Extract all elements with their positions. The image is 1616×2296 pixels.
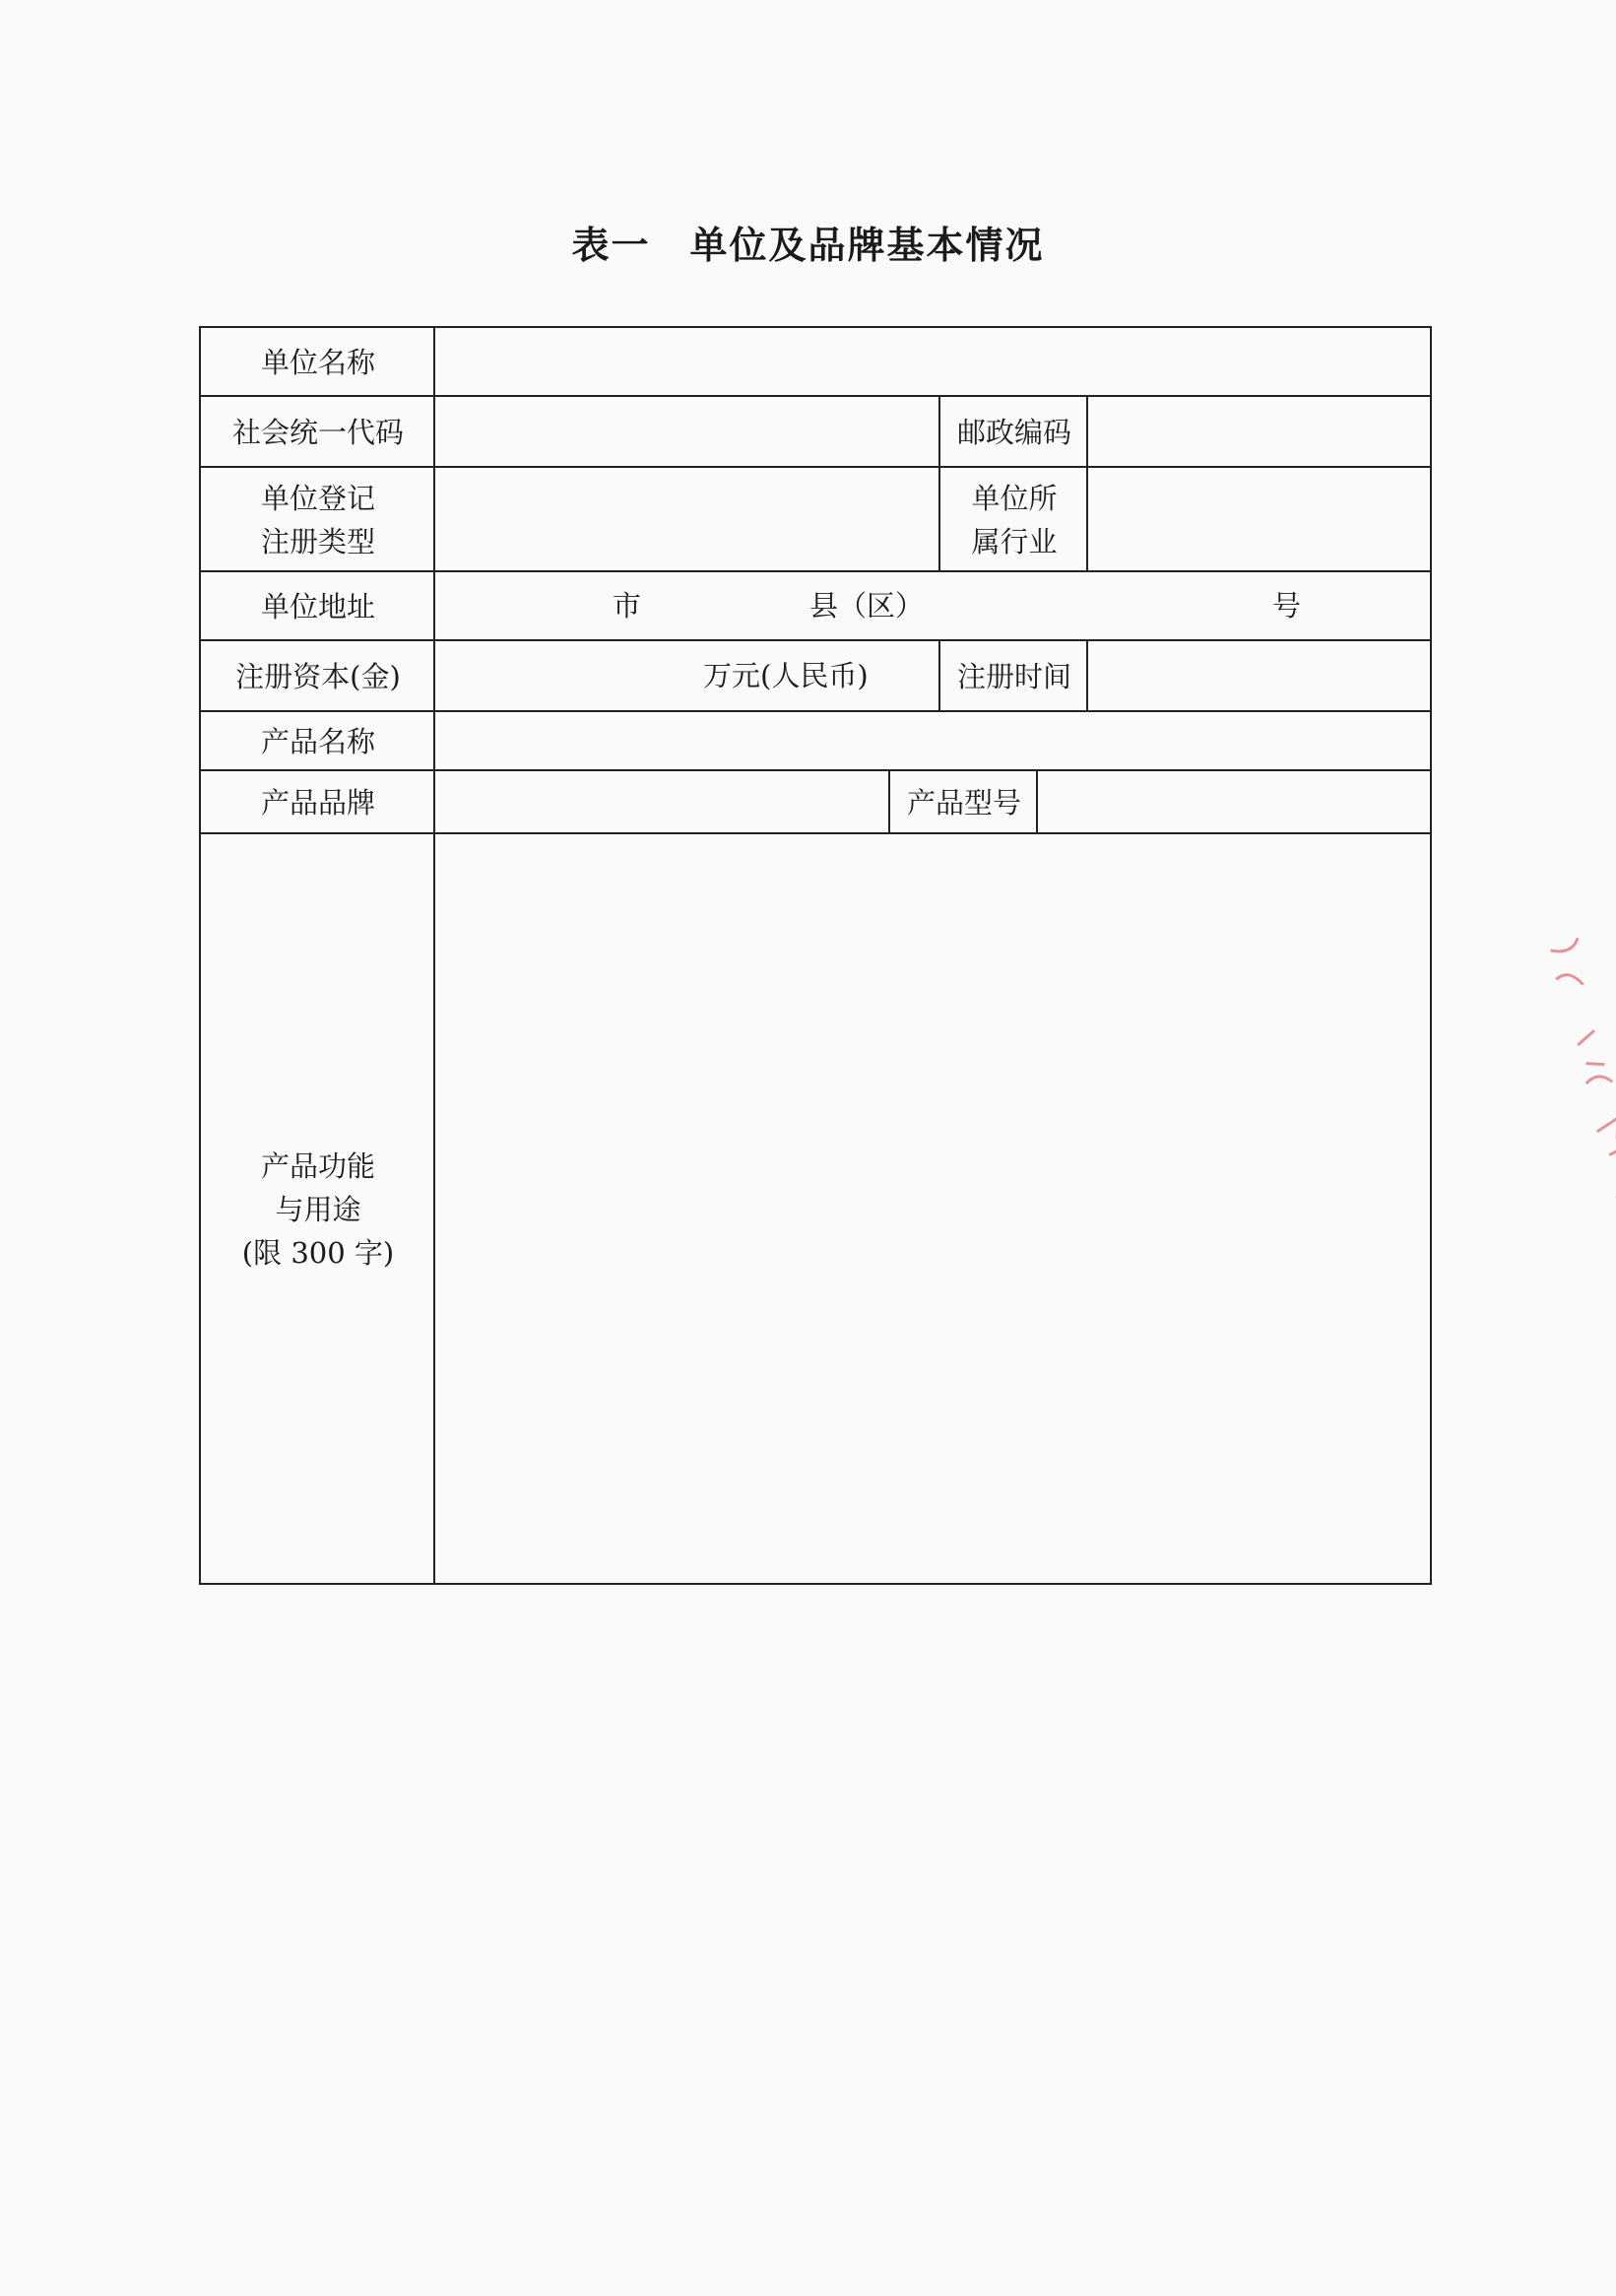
product-model-field[interactable]: [1036, 769, 1432, 834]
capital-unit-text: 万元(人民币): [703, 659, 869, 692]
address-number-text: 号: [1272, 589, 1302, 623]
company-info-table: [199, 326, 1432, 1585]
industry-field[interactable]: [1086, 466, 1432, 572]
product-model-label: 产品型号: [888, 769, 1038, 834]
credit-code-label: 社会统一代码: [199, 395, 435, 468]
product-brand-field[interactable]: [433, 769, 890, 834]
postal-code-field[interactable]: [1086, 395, 1432, 468]
postal-code-label: 邮政编码: [938, 395, 1088, 468]
product-name-label: 产品名称: [199, 710, 435, 771]
registration-type-field[interactable]: [433, 466, 940, 572]
seal-stamp-graphic: [1538, 928, 1616, 1228]
product-function-label: 产品功能 与用途 (限 300 字): [199, 832, 435, 1585]
address-label: 单位地址: [199, 570, 435, 641]
page-title: [0, 215, 1616, 269]
table-number: 表一: [571, 224, 651, 267]
product-name-field[interactable]: [433, 710, 1432, 771]
table-title: 单位及品牌基本情况: [689, 224, 1045, 267]
registration-type-label: 单位登记 注册类型: [199, 466, 435, 572]
credit-code-field[interactable]: [433, 395, 940, 468]
company-name-field[interactable]: [433, 326, 1432, 397]
capital-field[interactable]: [433, 639, 940, 712]
red-seal-stamp: [1538, 928, 1616, 1228]
capital-label: 注册资本(金): [199, 639, 435, 712]
product-brand-label: 产品品牌: [199, 769, 435, 834]
address-field[interactable]: [433, 570, 1432, 641]
industry-label: 单位所 属行业: [938, 466, 1088, 572]
address-county-text: 县（区）: [809, 589, 925, 623]
address-city-text: 市: [613, 589, 642, 623]
company-name-label: 单位名称: [199, 326, 435, 397]
registration-time-field[interactable]: [1086, 639, 1432, 712]
registration-time-label: 注册时间: [938, 639, 1088, 712]
product-function-field[interactable]: [433, 832, 1432, 1585]
